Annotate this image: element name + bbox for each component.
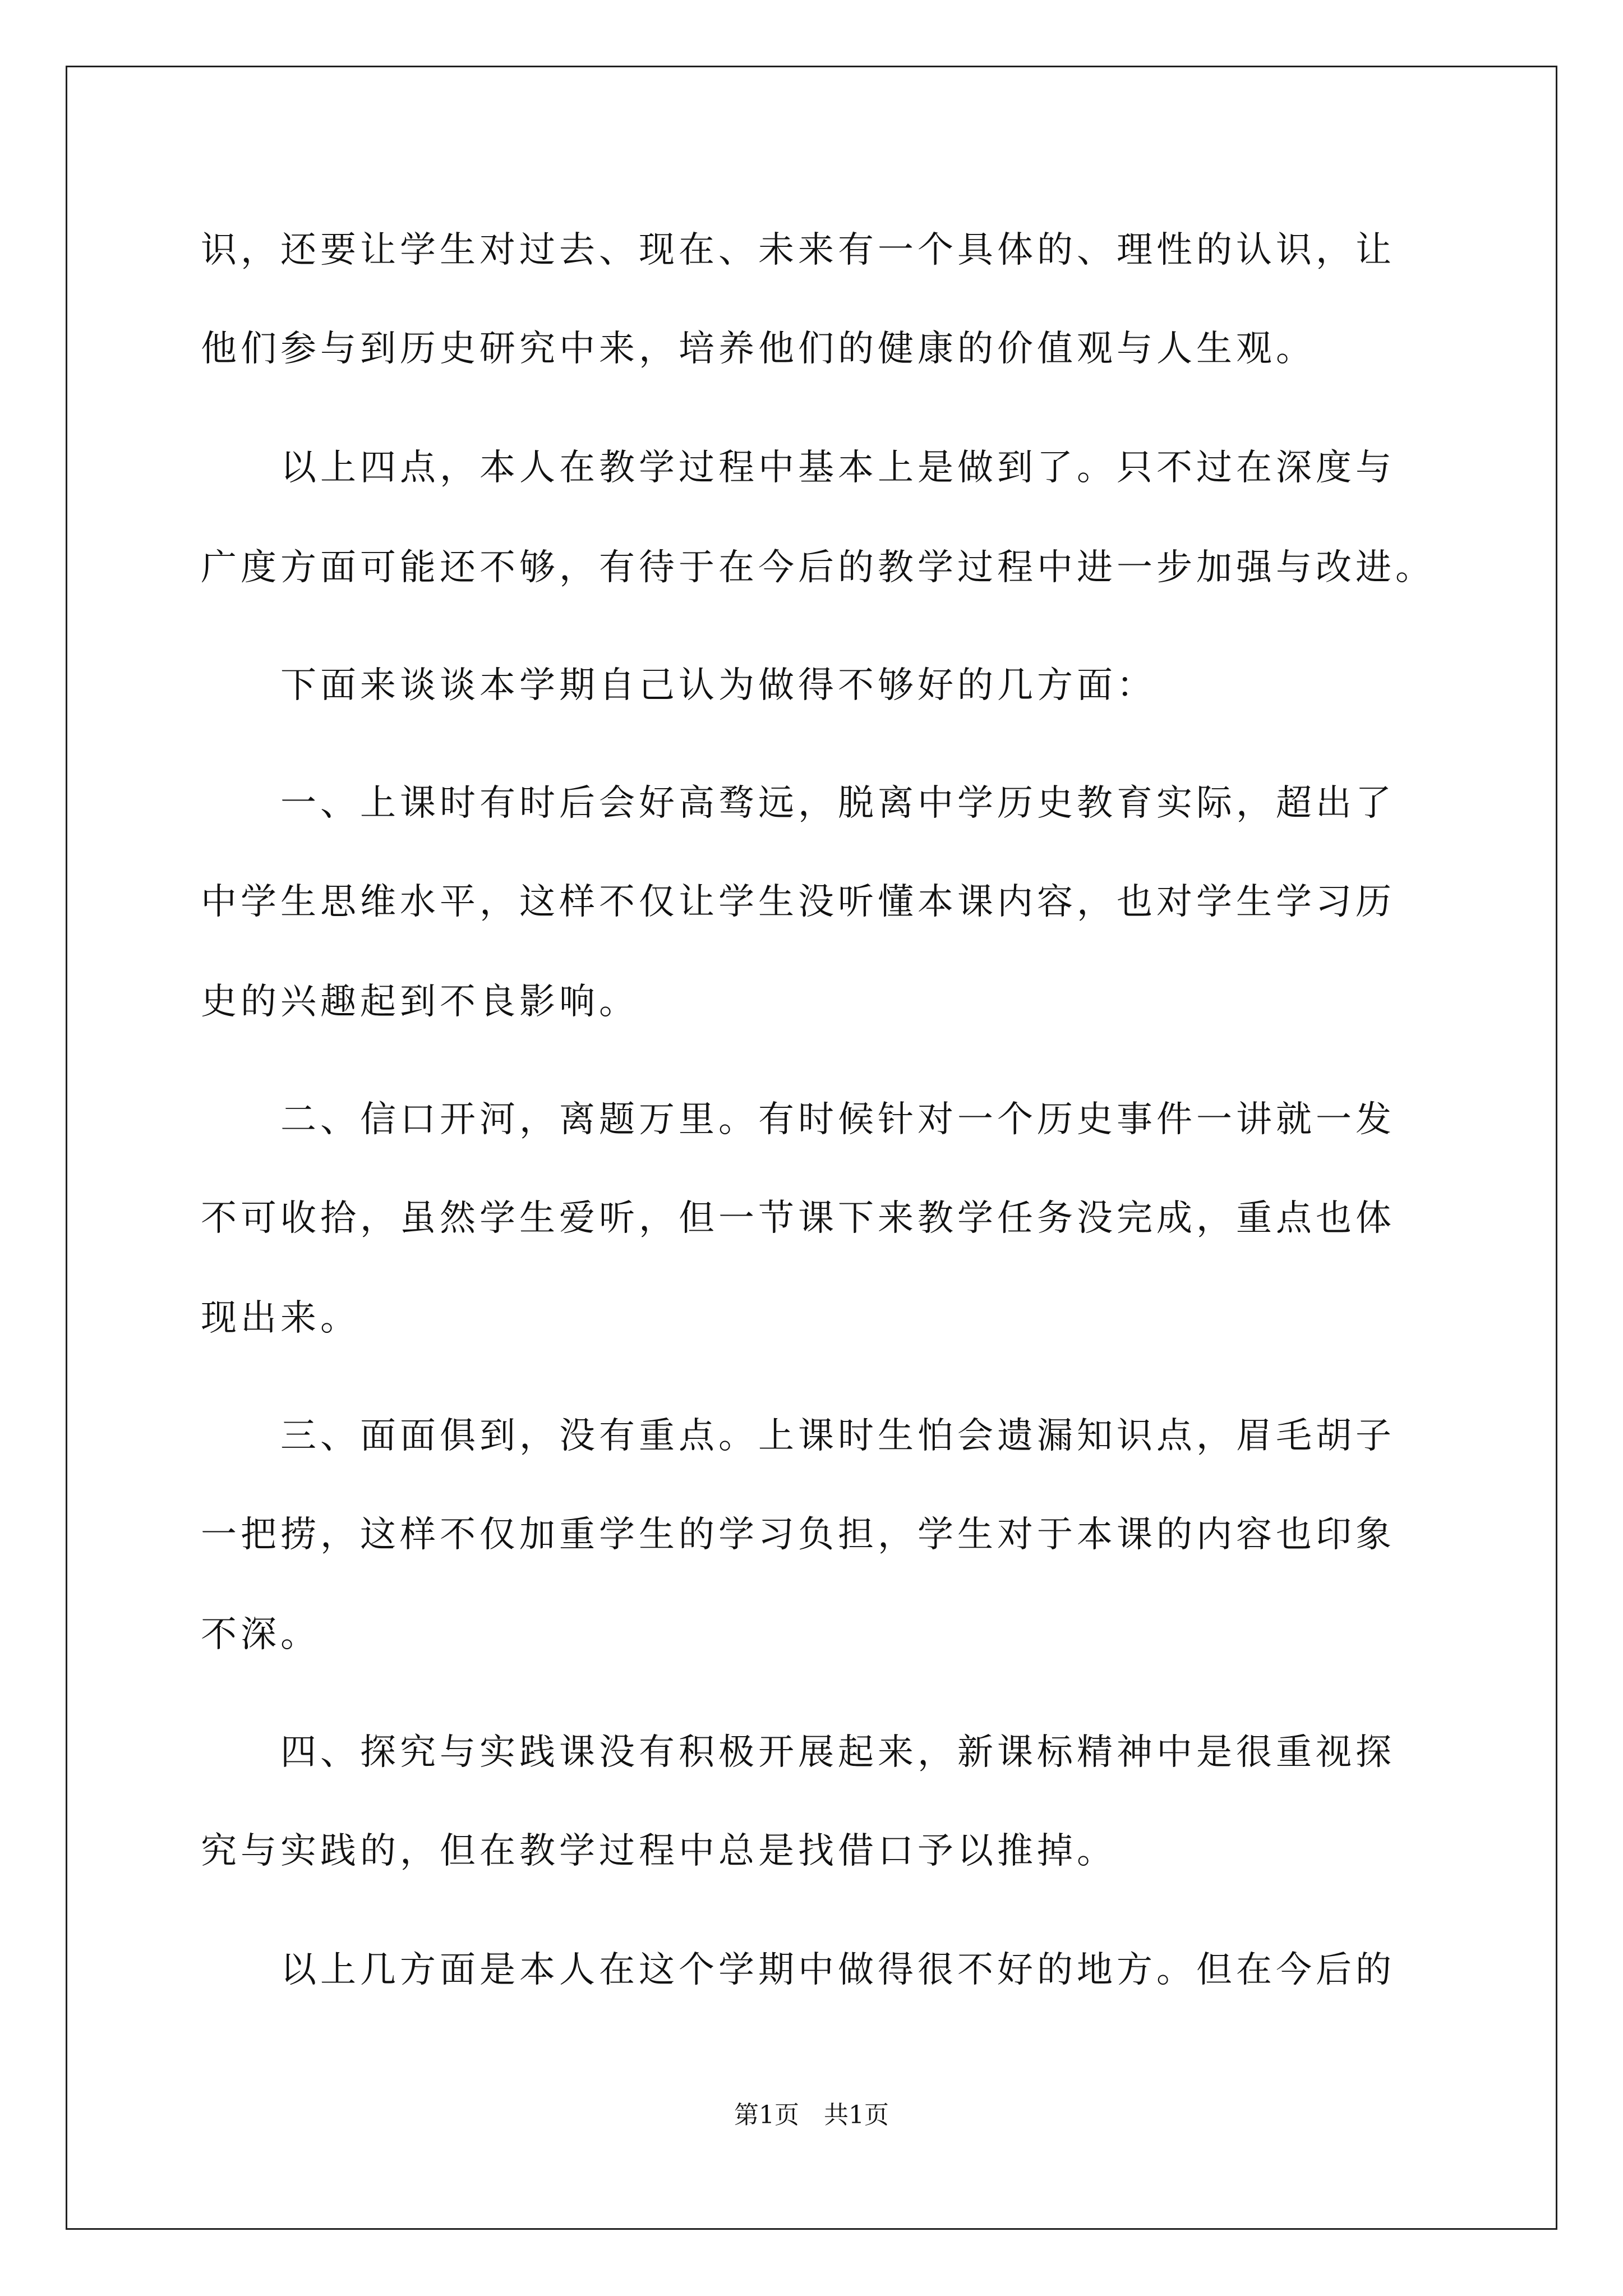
page-border xyxy=(66,66,1557,2230)
text-line: 下面来谈谈本学期自己认为做得不够好的几方面： xyxy=(201,665,1156,706)
text-line: 他们参与到历史研究中来，培养他们的健康的价值观与人生观。 xyxy=(201,328,1316,370)
text-line: 一把捞，这样不仅加重学生的学习负担，学生对于本课的内容也印象 xyxy=(201,1514,1395,1556)
text-line: 三、面面俱到，没有重点。上课时生怕会遗漏知识点，眉毛胡子 xyxy=(201,1415,1395,1457)
text-line: 史的兴趣起到不良影响。 xyxy=(201,981,639,1023)
text-line: 二、信口开河，离题万里。有时候针对一个历史事件一讲就一发 xyxy=(201,1099,1395,1140)
text-line: 识，还要让学生对过去、现在、未来有一个具体的、理性的认识，让 xyxy=(201,229,1395,271)
text-line: 究与实践的，但在教学过程中总是找借口予以推掉。 xyxy=(201,1830,1117,1872)
text-line: 中学生思维水平，这样不仅让学生没听懂本课内容，也对学生学习历 xyxy=(201,881,1395,923)
text-line: 现出来。 xyxy=(201,1297,360,1339)
text-line: 一、上课时有时后会好高骛远，脱离中学历史教育实际，超出了 xyxy=(201,783,1395,824)
text-line: 四、探究与实践课没有积极开展起来，新课标精神中是很重视探 xyxy=(201,1732,1395,1773)
page-footer: 第1页 共1页 xyxy=(734,2101,889,2129)
text-line: 不可收拾，虽然学生爱听，但一节课下来教学任务没完成，重点也体 xyxy=(201,1198,1395,1239)
text-line: 以上四点，本人在教学过程中基本上是做到了。只不过在深度与 xyxy=(201,447,1395,489)
text-line: 以上几方面是本人在这个学期中做得很不好的地方。但在今后的 xyxy=(201,1949,1395,1991)
text-line: 广度方面可能还不够，有待于在今后的教学过程中进一步加强与改进。 xyxy=(201,547,1435,588)
text-line: 不深。 xyxy=(201,1614,320,1655)
